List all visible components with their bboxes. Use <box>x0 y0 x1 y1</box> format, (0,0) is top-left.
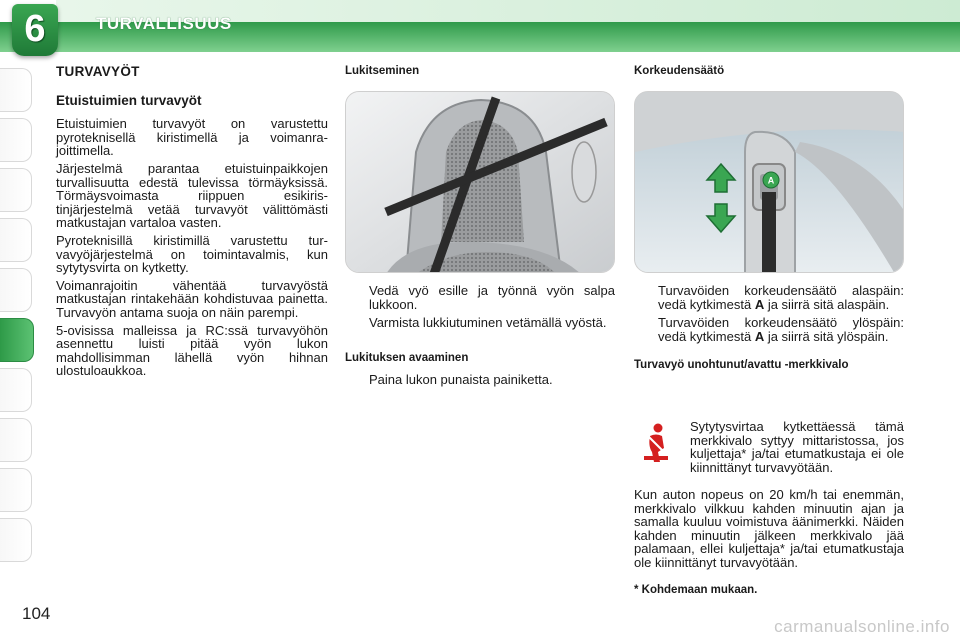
seatbelt-warning-icon <box>638 422 672 466</box>
bullet-item: Varmista lukkiutuminen vetämällä vyöstä. <box>369 315 607 331</box>
paragraph: Sytytysvirtaa kytkettäessä tämä merkkivalo syttyy mittaristossa, jos kuljettaja* ja/tai etumatkustaja ei ole kiinnittänyt turvavyötään. <box>690 419 904 475</box>
paragraph: Järjestelmä parantaa etuistuinpaikkojen turvallisuutta edestä tulevissa törmäyksissä. Törmäysvoimasta riippuen esikiristinjärjestelmä vetää turvavyöt välittömästi matkustajan vartaloa vasten. <box>56 160 328 231</box>
chapter-side-tabs <box>0 68 34 578</box>
height-adjust-instructions <box>634 284 904 372</box>
reminder-details <box>634 488 904 597</box>
side-tab-6-active[interactable] <box>0 318 34 362</box>
unlock-heading: Lukituksen avaaminen <box>345 351 469 364</box>
reminder-heading: Turvavyö unohtunut/avattu -merkkivalo <box>634 359 849 372</box>
reminder-text-block <box>690 420 904 478</box>
column-locking <box>345 65 615 79</box>
watermark: carmanualsonline.info <box>774 617 950 636</box>
side-tab-2[interactable] <box>0 118 32 162</box>
section-title: TURVAVYÖT <box>56 64 140 79</box>
side-tab-10[interactable] <box>0 518 32 562</box>
locking-heading: Lukitseminen <box>345 65 420 77</box>
side-tab-4[interactable] <box>0 218 32 262</box>
bullet-item: Paina lukon punaista painiketta. <box>369 372 553 388</box>
paragraph: Voimanrajoitin vähentää turvavyöstä matkustajan rintakehään kohdistuvaa painetta. Turvavyön antama suoja on näin parempi. <box>56 277 328 320</box>
column-seatbelts-intro <box>56 65 328 382</box>
belt-height-adjust-photo <box>634 91 904 273</box>
bullet-item: Turvavöiden korkeudensäätö alaspäin: vedä kytkimestä A ja siirrä sitä alaspäin. <box>658 283 904 312</box>
seat-belt-buckle-photo <box>345 91 615 273</box>
paragraph: Kun auton nopeus on 20 km/h tai enemmän, merkkivalo vilkkuu kahden minuutin ajan ja samalla kuuluu voimistuva äänimerkki. Näiden kahden minuutin jälkeen merkkivalo jää palamaan, ellei kuljettaja* ja/tai etumatkustaja ole kiinnittänyt turvavyötään. <box>634 487 904 570</box>
bullet-item: Vedä vyö esille ja työnnä vyön salpa lukkoon. <box>369 283 615 312</box>
paragraph: Pyroteknisillä kiristimillä varustettu turvavyöjärjestelmä on toimintavalmis, kun sytytysvirta on kytketty. <box>56 232 328 276</box>
label-a: A <box>767 175 775 186</box>
side-tab-8[interactable] <box>0 418 32 462</box>
page-number: 104 <box>22 604 51 623</box>
b-pillar-illustration <box>635 92 904 273</box>
paragraph: Etuistuimien turvavyöt on varustettu pyroteknisellä kiristimellä ja voimanrajoittimella. <box>56 116 328 159</box>
locking-instructions <box>345 284 615 392</box>
side-tab-1[interactable] <box>0 68 32 112</box>
height-adjust-heading: Korkeudensäätö <box>634 65 725 77</box>
section-subtitle: Etuistuimien turvavyöt <box>56 92 202 108</box>
page-title: TURVALLISUUS <box>96 14 232 33</box>
side-tab-3[interactable] <box>0 168 32 212</box>
seat-illustration <box>346 92 615 273</box>
column-height-adjustment <box>634 65 904 79</box>
side-tab-5[interactable] <box>0 268 32 312</box>
bullet-item: Turvavöiden korkeudensäätö ylöspäin: vedä kytkimestä A ja siirrä sitä ylöspäin. <box>658 315 904 344</box>
side-tab-7[interactable] <box>0 368 32 412</box>
side-tab-9[interactable] <box>0 468 32 512</box>
footnote: * Kohdemaan mukaan. <box>634 583 758 596</box>
chapter-tab <box>12 4 58 56</box>
paragraph: 5-ovisissa malleissa ja RC:ssä turvavyöhön asennettu luisti pitää vyön lukon mahdollisimman lähellä vyön hihnan ulostuloaukkoa. <box>56 322 328 379</box>
chapter-number: 6 <box>24 8 46 50</box>
